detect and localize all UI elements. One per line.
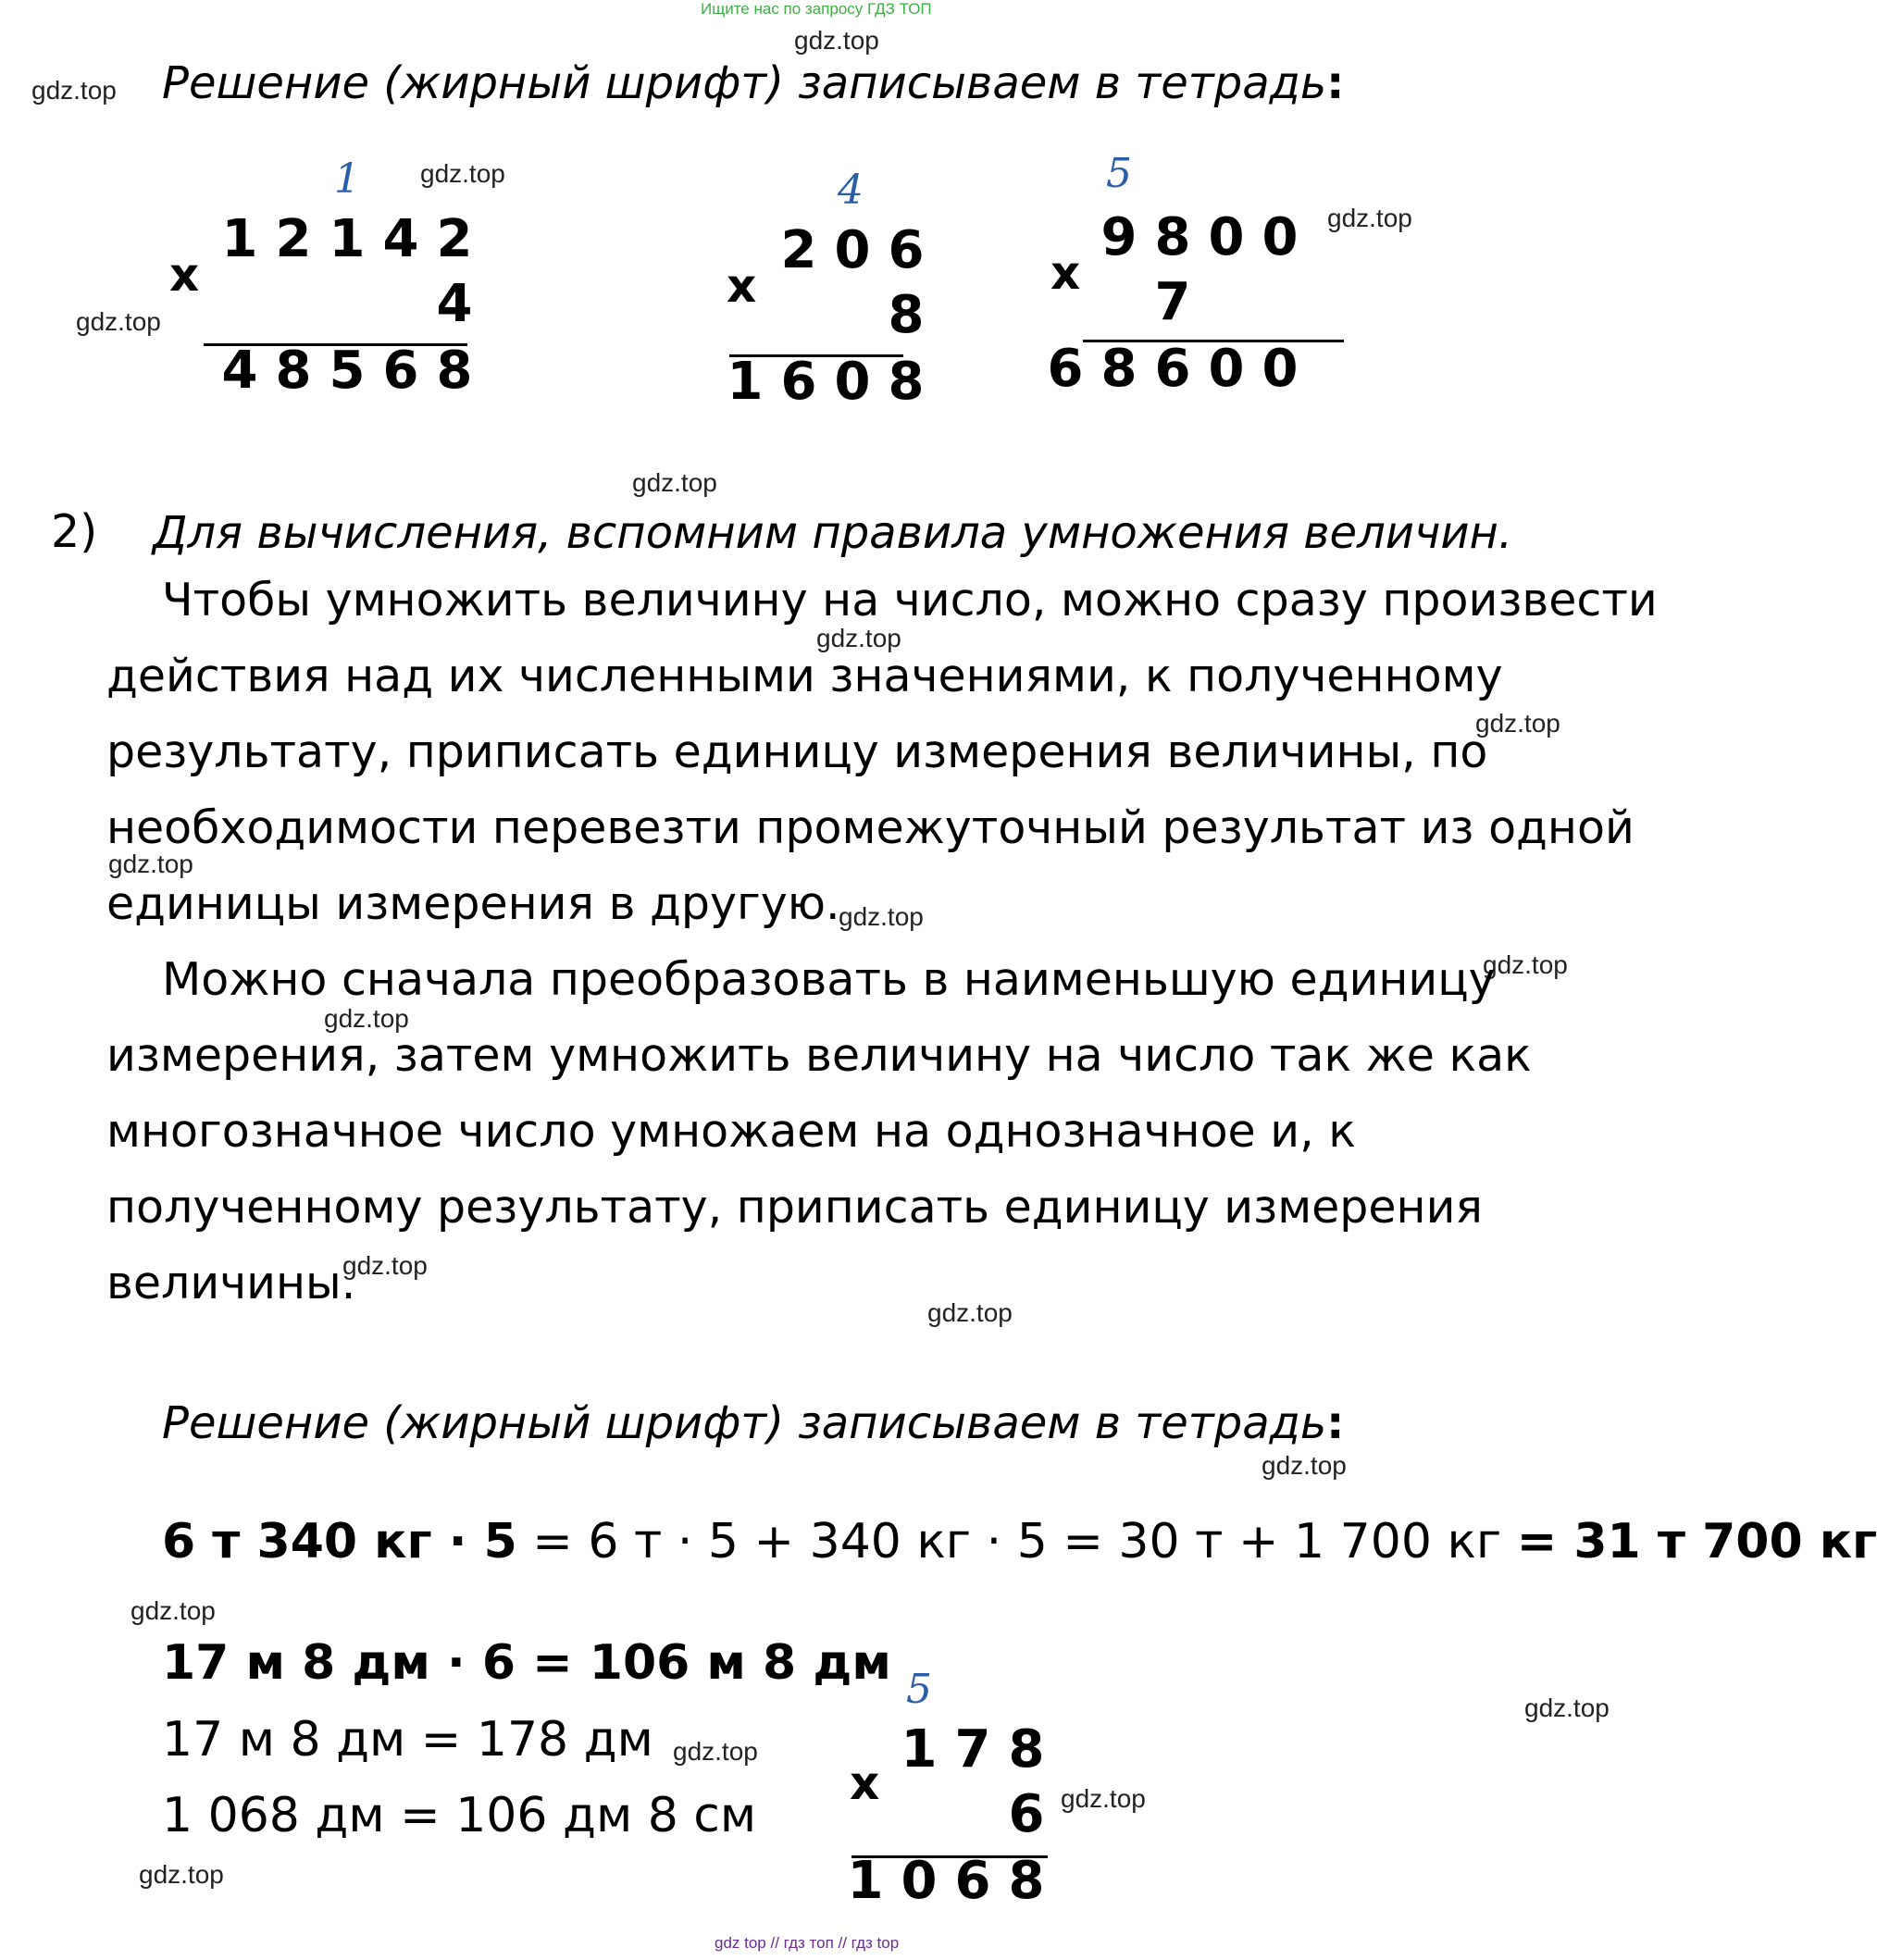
digit: 0 [1262, 339, 1299, 399]
watermark: gdz.top [1475, 709, 1560, 738]
paragraph-line: полученному результату, приписать единицу измерения [106, 1181, 1483, 1234]
paragraph-line: величины. [106, 1257, 356, 1309]
digit: 1 [847, 1851, 884, 1911]
watermark: gdz.top [1327, 204, 1412, 232]
digit: 6 [888, 220, 925, 280]
digit: 8 [1154, 207, 1191, 267]
digit: 4 [436, 274, 473, 334]
watermark: gdz.top [794, 26, 879, 55]
watermark: gdz.top [1262, 1451, 1347, 1480]
heading-1: Решение (жирный шрифт) записываем в тетрадь: [162, 57, 1345, 109]
watermark: gdz.top [816, 624, 901, 652]
carry-digit: 1 [334, 155, 360, 203]
digit: 0 [1262, 207, 1299, 267]
digit: 2 [436, 209, 473, 269]
multiply-sign: х [727, 259, 757, 313]
digit: 6 [382, 341, 419, 401]
digit: 6 [1154, 339, 1191, 399]
watermark: gdz.top [632, 468, 717, 497]
digit: 5 [329, 341, 366, 401]
digit: 0 [1208, 207, 1245, 267]
carry-digit: 4 [838, 167, 864, 214]
watermark: gdz.top [76, 307, 161, 336]
digit: 0 [901, 1851, 938, 1911]
digit: 0 [834, 220, 871, 280]
equation-1: 6 т 340 кг · 5 = 6 т · 5 + 340 кг · 5 = 30 т + 1 700 кг = 31 т 700 кг [162, 1514, 1877, 1569]
digit: 6 [780, 352, 817, 412]
digit: 1 [727, 352, 764, 412]
digit: 2 [780, 220, 817, 280]
digit: 6 [1008, 1784, 1045, 1844]
paragraph-line: необходимости перевезти промежуточный результат из одной [106, 801, 1635, 854]
digit: 1 [329, 209, 366, 269]
digit: 8 [436, 341, 473, 401]
top-banner: Ищите нас по запросу ГДЗ ТОП [701, 0, 932, 18]
watermark: gdz.top [1524, 1693, 1610, 1722]
watermark: gdz.top [839, 902, 924, 931]
paragraph-line: единицы измерения в другую. [106, 877, 840, 930]
digit: 2 [275, 209, 312, 269]
digit: 9 [1100, 207, 1137, 267]
digit: 4 [221, 341, 258, 401]
watermark: gdz.top [927, 1298, 1013, 1327]
watermark: gdz.top [324, 1004, 409, 1033]
digit: 8 [1008, 1719, 1045, 1780]
digit: 8 [888, 285, 925, 345]
watermark: gdz.top [131, 1596, 216, 1625]
watermark: gdz.top [420, 159, 505, 188]
watermark: gdz.top [673, 1737, 758, 1766]
digit: 7 [954, 1719, 991, 1780]
multiply-sign: х [169, 248, 200, 302]
digit: 8 [1100, 339, 1137, 399]
equation-3: 17 м 8 дм = 178 дм [162, 1712, 653, 1768]
watermark: gdz.top [1483, 950, 1568, 979]
paragraph-line: многозначное число умножаем на однозначное и, к [106, 1105, 1356, 1158]
equation-2: 17 м 8 дм · 6 = 106 м 8 дм [162, 1635, 891, 1691]
digit: 8 [888, 352, 925, 412]
multiply-sign: х [1050, 246, 1081, 300]
equation-4: 1 068 дм = 106 дм 8 см [162, 1788, 757, 1843]
watermark: gdz.top [31, 76, 117, 105]
bottom-banner: gdz top // гдз топ // гдз top [715, 1934, 900, 1952]
digit: 7 [1154, 272, 1191, 332]
digit: 6 [1047, 339, 1084, 399]
watermark: gdz.top [1061, 1784, 1146, 1813]
digit: 1 [221, 209, 258, 269]
paragraph-line: результату, приписать единицу измерения величины, по [106, 726, 1488, 778]
section-intro: Для вычисления, вспомним правила умножения величин. [153, 507, 1513, 559]
paragraph-line: Чтобы умножить величину на число, можно сразу произвести [162, 574, 1658, 626]
digit: 8 [275, 341, 312, 401]
watermark: gdz.top [342, 1251, 428, 1280]
watermark: gdz.top [139, 1860, 224, 1889]
watermark: gdz.top [108, 850, 193, 878]
carry-digit: 5 [1106, 150, 1132, 197]
paragraph-line: Можно сначала преобразовать в наименьшую единицу [162, 953, 1496, 1006]
paragraph-line: действия над их численными значениями, к полученному [106, 650, 1503, 702]
digit: 8 [1008, 1851, 1045, 1911]
section-number: 2) [51, 505, 98, 558]
digit: 0 [1208, 339, 1245, 399]
digit: 6 [954, 1851, 991, 1911]
paragraph-line: измерения, затем умножить величину на число так же как [106, 1029, 1532, 1082]
digit: 0 [834, 352, 871, 412]
digit: 4 [382, 209, 419, 269]
multiply-sign: х [850, 1756, 880, 1810]
digit: 1 [901, 1719, 938, 1780]
heading-2: Решение (жирный шрифт) записываем в тетрадь: [162, 1397, 1345, 1449]
carry-digit: 5 [906, 1666, 932, 1713]
